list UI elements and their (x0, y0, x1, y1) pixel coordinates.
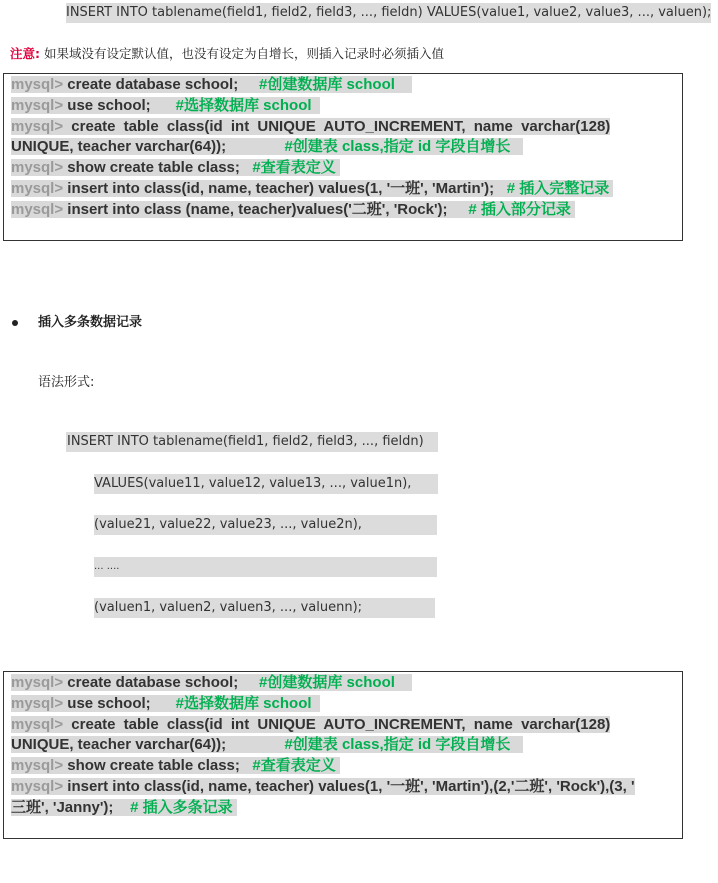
code-line: mysql> insert into class (name, teacher)values('二班', 'Rock'); # 插入部分记录 (11, 200, 678, 221)
syntax-line-1: INSERT INTO tablename(field1, field2, field3, ..., fieldn) (66, 432, 438, 452)
syntax-label: 语法形式: (38, 375, 95, 390)
code-line: mysql> insert into class(id, name, teacher) values(1, '一班', 'Martin'); # 插入完整记录 (11, 179, 678, 200)
code-line: mysql> create database school; #创建数据库 school (11, 673, 678, 694)
note-paragraph (10, 45, 444, 63)
code-line: mysql> use school; #选择数据库 school (11, 694, 678, 715)
code-line: mysql> create table class(id int UNIQUE AUTO_INCREMENT, name varchar(128) (11, 715, 611, 733)
bullet-heading (10, 313, 142, 333)
code-line: 三班', 'Janny'); # 插入多条记录 (11, 798, 678, 819)
note-text: 如果域没有设定默认值，也没有设定为自增长，则插入记录时必须插入值 (43, 46, 444, 61)
syntax-line-2: VALUES(value11, value12, value13, ..., value1n), (94, 474, 438, 494)
syntax-line-4: ... .... (94, 557, 437, 577)
code-line: mysql> create database school; #创建数据库 school (11, 75, 678, 96)
bullet-heading-text: 插入多条数据记录 (38, 315, 143, 330)
code-block-1 (3, 73, 683, 241)
code-line: mysql> use school; #选择数据库 school (11, 96, 678, 117)
code-line: mysql> show create table class; #查看表定义 (11, 158, 678, 179)
code-line: mysql> insert into class(id, name, teacher) values(1, '一班', 'Martin'),(2,'二班', 'Rock'),(3, ' (11, 777, 635, 795)
note-label: 注意: (10, 46, 40, 61)
bullet-dot-icon (12, 320, 18, 326)
code-line: mysql> show create table class; #查看表定义 (11, 756, 678, 777)
syntax-line-3: (value21, value22, value23, ..., value2n), (94, 515, 437, 535)
code-line: mysql> create table class(id int UNIQUE AUTO_INCREMENT, name varchar(128) (11, 117, 611, 135)
code-line: UNIQUE, teacher varchar(64)); #创建表 class,指定 id 字段自增长 (11, 735, 678, 756)
code-block-2 (3, 671, 683, 839)
top-syntax-line: INSERT INTO tablename(field1, field2, field3, ..., fieldn) VALUES(value1, value2, value3, ..., valuen); (66, 3, 711, 23)
code-line: UNIQUE, teacher varchar(64)); #创建表 class,指定 id 字段自增长 (11, 137, 678, 158)
syntax-line-5: (valuen1, valuen2, valuen3, ..., valuenn); (94, 598, 435, 618)
